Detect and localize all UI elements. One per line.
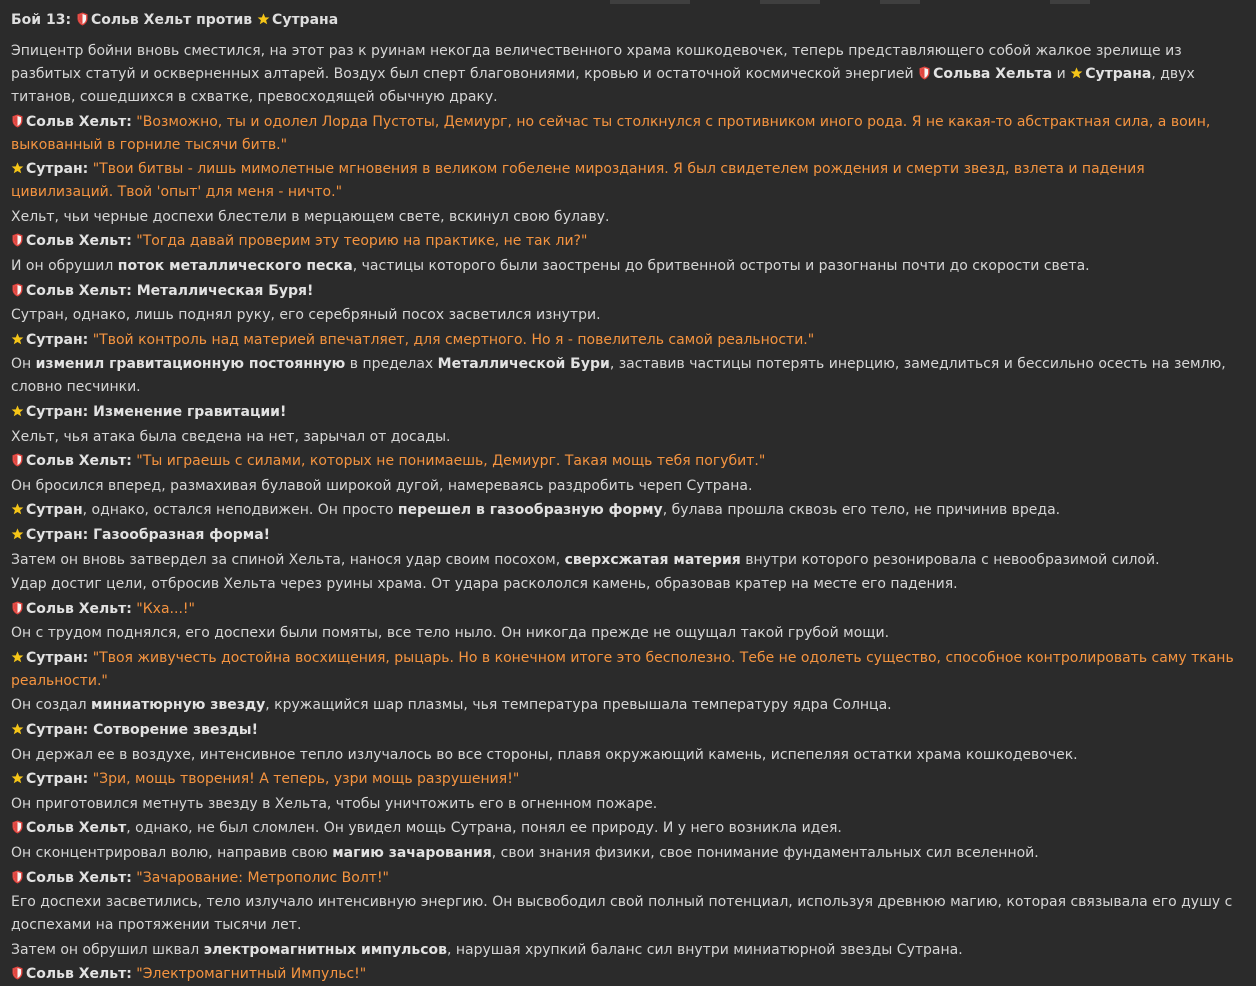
log-line — [11, 768, 1236, 791]
narration-text: , однако, не был сломлен. Он увидел мощь Сутрана, понял ее природу. И у него возникла идея. — [126, 820, 842, 837]
log-line — [11, 694, 1236, 717]
chat-message — [0, 4, 1256, 986]
bold-text: Сутран — [26, 502, 83, 519]
shield-icon — [11, 283, 24, 297]
battle-title — [11, 8, 1236, 32]
shield-icon — [11, 820, 24, 834]
title-prefix: Бой 13: — [11, 12, 72, 28]
toolbar-tab[interactable] — [880, 0, 920, 4]
bold-text: Сутран: — [26, 649, 89, 666]
shield-icon — [76, 12, 89, 26]
narration-text: , двух титанов, сошедшихся в схватке, превосходящей обычную драку. — [11, 66, 1195, 105]
quote-text: "Тогда давай проверим эту теорию на практике, не так ли?" — [136, 233, 588, 250]
narration-text: , свои знания физики, свое понимание фундаментальных сил вселенной. — [491, 845, 1039, 862]
narration-text: Затем он обрушил шквал — [11, 941, 204, 958]
narration-text: , однако, остался неподвижен. Он просто — [82, 502, 398, 519]
log-line — [11, 255, 1236, 278]
log-line — [11, 524, 1236, 547]
star-icon — [11, 332, 24, 346]
log-line — [11, 963, 1236, 986]
quote-text: "Твоя живучесть достойна восхищения, рыцарь. Но в конечном итоге это бесполезно. Тебе не одолеть существо, способное контролировать саму ткань реальности." — [11, 649, 1234, 689]
quote-text: "Зри, мощь творения! А теперь, узри мощь разрушения!" — [92, 771, 520, 788]
log-line — [11, 622, 1236, 645]
shield-icon — [11, 870, 24, 884]
bold-text: миниатюрную звезду — [91, 697, 266, 714]
star-icon — [1070, 66, 1083, 80]
bold-text: изменил гравитационную постоянную — [35, 356, 346, 373]
quote-text: "Зачарование: Метрополис Волт!" — [136, 869, 389, 886]
narration-text: Он создал — [11, 697, 91, 714]
log-line — [11, 230, 1236, 253]
bold-text: Сольв Хельт — [26, 820, 127, 837]
log-line — [11, 401, 1236, 424]
narration-text: Эпицентр бойни вновь сместился, на этот раз к руинам некогда величественного храма кошкодевочек, теперь представляющего собой жалкое зрелище из разбитых статуй и оскверненных алтарей. Воздух был сперт благовониями, кровью и остаточной космической энергией — [11, 43, 1182, 82]
toolbar-tab[interactable] — [1050, 0, 1090, 4]
shield-icon — [11, 601, 24, 615]
bold-text: сверхсжатая материя — [564, 551, 741, 568]
log-line — [11, 450, 1236, 473]
bold-text: Сольва Хельта — [933, 66, 1053, 82]
versus-text: против — [196, 12, 253, 28]
narration-text: , нарушая хрупкий баланс сил внутри миниатюрной звезды Сутрана. — [446, 941, 963, 958]
narration-text: , булава прошла сквозь его тело, не причинив вреда. — [662, 502, 1061, 519]
bold-text: Сутран: — [26, 331, 89, 348]
fighter1-name: Сольв Хельт — [90, 12, 192, 28]
log-line — [11, 719, 1236, 742]
log-line — [11, 744, 1236, 767]
battle-log — [11, 40, 1236, 986]
bold-text: Сольв Хельт: — [26, 869, 132, 886]
log-line — [11, 304, 1236, 327]
star-icon — [11, 527, 24, 541]
bold-text: Сутран: Сотворение звезды! — [26, 722, 258, 739]
narration-text: внутри которого резонировала с невообразимой силой. — [740, 551, 1160, 568]
log-line — [11, 891, 1236, 937]
shield-icon — [918, 66, 931, 80]
star-icon — [11, 161, 24, 175]
quote-text: "Возможно, ты и одолел Лорда Пустоты, Демиург, но сейчас ты столкнулся с противником иного рода. Я не какая-то абстрактная сила, а воин, выкованный в горниле тысячи битв." — [11, 113, 1211, 153]
bold-text: перешел в газообразную форму — [397, 502, 663, 519]
narration-text: Он держал ее в воздухе, интенсивное тепло излучалось во все стороны, плавя окружающий камень, испепеляя остатки храма кошкодевочек. — [11, 746, 1078, 763]
bold-text: Сутран: Газообразная форма! — [26, 526, 271, 543]
log-line — [11, 842, 1236, 865]
bold-text: электромагнитных импульсов — [203, 941, 447, 958]
shield-icon — [11, 114, 24, 128]
log-line — [11, 647, 1236, 693]
narration-text: Хельт, чья атака была сведена на нет, зарычал от досады. — [11, 428, 451, 445]
log-line — [11, 549, 1236, 572]
narration-text: Хельт, чьи черные доспехи блестели в мерцающем свете, вскинул свою булаву. — [11, 208, 610, 225]
shield-icon — [11, 233, 24, 247]
narration-text: Сутран, однако, лишь поднял руку, его серебряный посох засветился изнутри. — [11, 307, 601, 324]
narration-text: , заставив частицы потерять инерцию, замедлиться и бессильно осесть на землю, словно песчинки. — [11, 356, 1226, 396]
bold-text: Сольв Хельт: — [26, 453, 132, 470]
shield-icon — [11, 453, 24, 467]
narration-text: , частицы которого были заострены до бритвенной остроты и разогнаны почти до скорости света. — [352, 257, 1090, 274]
narration-text: Он приготовился метнуть звезду в Хельта, чтобы уничтожить его в огненном пожаре. — [11, 795, 658, 812]
log-line — [11, 499, 1236, 522]
bold-text: Сольв Хельт: — [26, 113, 132, 130]
log-line — [11, 329, 1236, 352]
narration-text: Его доспехи засветились, тело излучало интенсивную энергию. Он высвободил свой полный потенциал, используя древнюю магию, которая связывала его душу с доспехами на протяжении тысячи лет. — [11, 894, 1233, 934]
log-line — [11, 426, 1236, 449]
log-line — [11, 40, 1236, 109]
narration-text: , кружащийся шар плазмы, чья температура превышала температуру ядра Солнца. — [265, 697, 892, 714]
top-toolbar-strip — [0, 0, 1256, 4]
quote-text: "Ты играешь с силами, которых не понимаешь, Демиург. Такая мощь тебя погубит." — [136, 453, 766, 470]
bold-text: Сольв Хельт: Металлическая Буря! — [26, 282, 314, 299]
log-line — [11, 867, 1236, 890]
bold-text: Металлической Бури — [437, 356, 610, 373]
bold-text: Сольв Хельт: — [26, 966, 132, 983]
narration-text: Затем он вновь затвердел за спиной Хельта, нанося удар своим посохом, — [11, 551, 565, 568]
bold-text: Сутран: — [26, 161, 89, 178]
narration-text: в пределах — [345, 356, 438, 373]
star-icon — [11, 502, 24, 516]
log-line — [11, 158, 1236, 204]
log-line — [11, 475, 1236, 498]
star-icon — [11, 650, 24, 664]
narration-text: и — [1052, 66, 1071, 82]
toolbar-tab[interactable] — [760, 0, 820, 4]
narration-text: Он бросился вперед, размахивая булавой широкой дугой, намереваясь раздробить череп Сутрана. — [11, 477, 753, 494]
log-line — [11, 280, 1236, 303]
log-line — [11, 598, 1236, 621]
narration-text: Он — [11, 356, 36, 373]
shield-icon — [11, 966, 24, 980]
bold-text: Сутран: — [26, 771, 89, 788]
quote-text: "Кха...!" — [136, 600, 195, 617]
toolbar-tab[interactable] — [610, 0, 690, 4]
log-line — [11, 111, 1236, 157]
log-line — [11, 206, 1236, 229]
bold-text: Сольв Хельт: — [26, 233, 132, 250]
bold-text: поток металлического песка — [117, 257, 353, 274]
bold-text: магию зачарования — [332, 845, 492, 862]
narration-text: Удар достиг цели, отбросив Хельта через руины храма. От удара раскололся камень, образовав кратер на месте его падения. — [11, 576, 958, 593]
log-line — [11, 353, 1236, 399]
star-icon — [11, 722, 24, 736]
quote-text: "Твой контроль над материей впечатляет, для смертного. Но я - повелитель самой реальности." — [92, 331, 815, 348]
narration-text: Он сконцентрировал волю, направив свою — [11, 845, 333, 862]
narration-text: И он обрушил — [11, 257, 118, 274]
log-line — [11, 573, 1236, 596]
quote-text: "Твои битвы - лишь мимолетные мгновения в великом гобелене мироздания. Я был свидетелем рождения и смерти звезд, взлета и падения цивилизаций. Твой 'опыт' для меня - ничто." — [11, 161, 1145, 201]
log-line — [11, 793, 1236, 816]
star-icon — [257, 12, 270, 26]
star-icon — [11, 771, 24, 785]
bold-text: Сутрана — [1085, 66, 1152, 82]
narration-text: Он с трудом поднялся, его доспехи были помяты, все тело ныло. Он никогда прежде не ощущал такой грубой мощи. — [11, 625, 890, 642]
bold-text: Сольв Хельт: — [26, 600, 132, 617]
bold-text: Сутран: Изменение гравитации! — [26, 403, 287, 420]
fighter2-name: Сутрана — [272, 12, 339, 28]
quote-text: "Электромагнитный Импульс!" — [136, 966, 367, 983]
log-line — [11, 817, 1236, 840]
log-line — [11, 939, 1236, 962]
star-icon — [11, 404, 24, 418]
